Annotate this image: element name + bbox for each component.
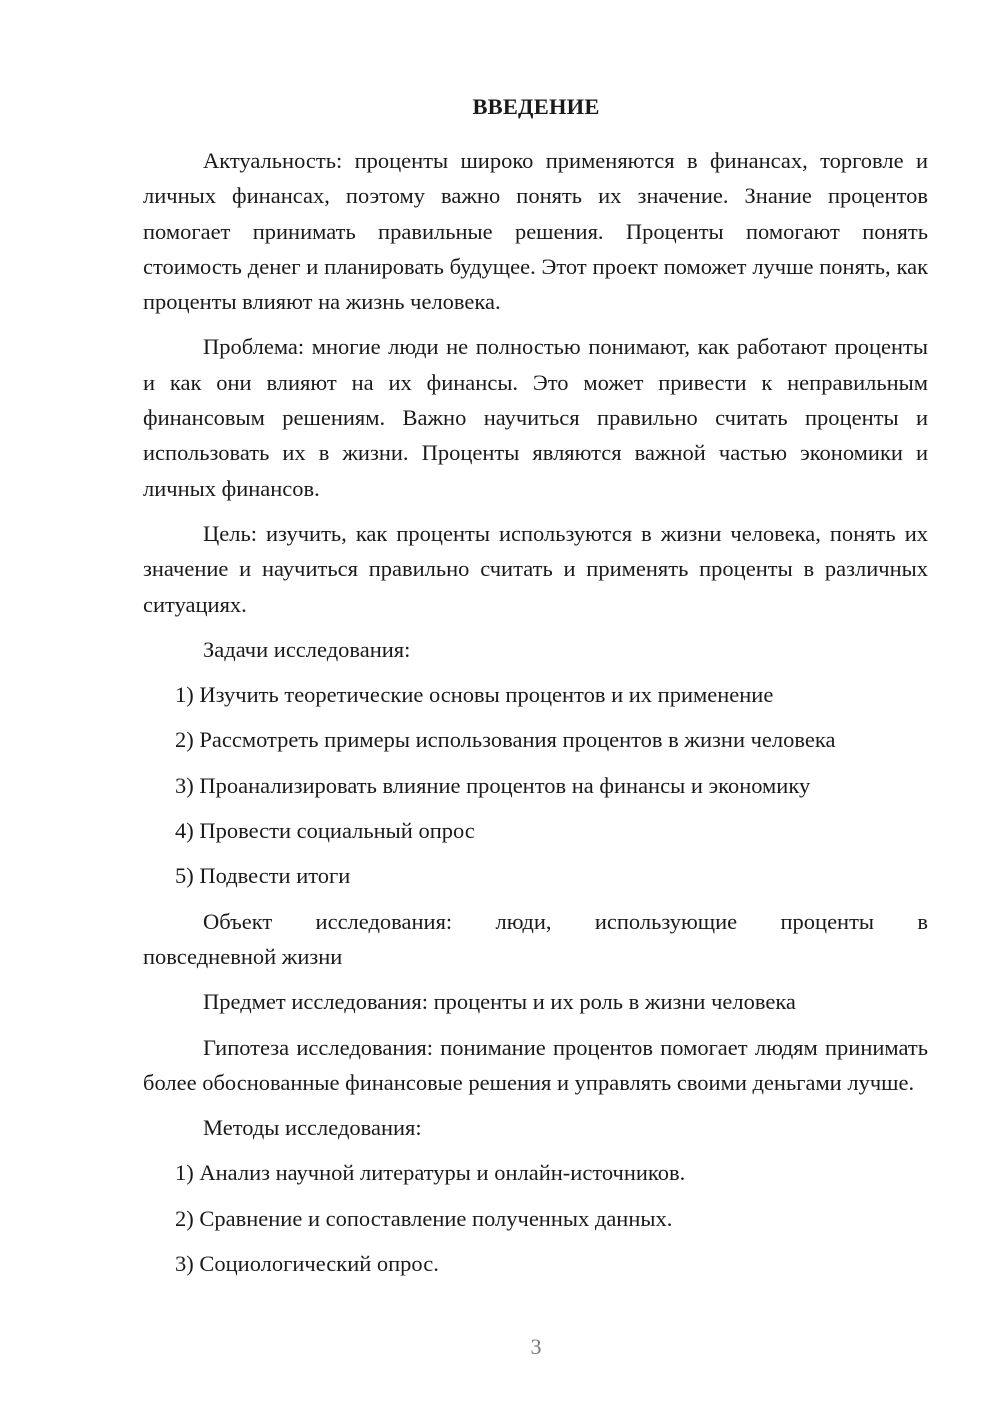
paragraph-relevance: Актуальность: проценты широко применяются в финансах, торговле и личных финансах, поэтому важно понять их значение. Знание процентов помогает принимать правильные решения. Проценты помогают понять стоимость денег и планировать будущее. Этот проект поможет лучше понять, как проценты влияют на жизнь человека. [143,148,928,315]
object-line-1: Объект исследования: люди, использующие проценты в [203,908,928,934]
list-item: 2) Сравнение и сопоставление полученных данных. [175,1205,673,1231]
list-item: 5) Подвести итоги [175,863,351,889]
list-item: 1) Изучить теоретические основы процентов и их применение [175,682,774,708]
list-item: 4) Провести социальный опрос [175,818,475,844]
paragraph-problem: Проблема: многие люди не полностью понимают, как работают проценты и как они влияют на их финансы. Это может привести к неправильным финансовым решениям. Важно научиться правильно считать проценты и использовать их в жизни. Проценты являются важной частью экономики и личных финансов. [143,334,928,501]
paragraph-goal: Цель: изучить, как проценты используются в жизни человека, понять их значение и научиться правильно считать и применять проценты в различных ситуациях. [143,520,928,617]
object-line-2: повседневной жизни [143,943,343,969]
paragraph-subject: Предмет исследования: проценты и их роль в жизни человека [203,989,796,1015]
list-item: 2) Рассмотреть примеры использования процентов в жизни человека [175,727,836,753]
document-body [143,143,928,1291]
list-item: 1) Анализ научной литературы и онлайн-источников. [175,1160,686,1186]
list-item: 3) Социологический опрос. [175,1251,439,1277]
paragraph-object [143,904,928,975]
tasks-title: Задачи исследования: [203,636,411,662]
page-number: 3 [530,1334,542,1359]
paragraph-hypothesis: Гипотеза исследования: понимание процентов помогает людям принимать более обоснованные финансовые решения и управлять своими деньгами лучше. [143,1034,928,1095]
tasks-list [143,677,928,893]
methods-title: Методы исследования: [203,1115,422,1141]
list-item: 3) Проанализировать влияние процентов на финансы и экономику [175,772,811,798]
page-title: ВВЕДЕНИЕ [472,94,600,119]
methods-list [143,1155,928,1281]
